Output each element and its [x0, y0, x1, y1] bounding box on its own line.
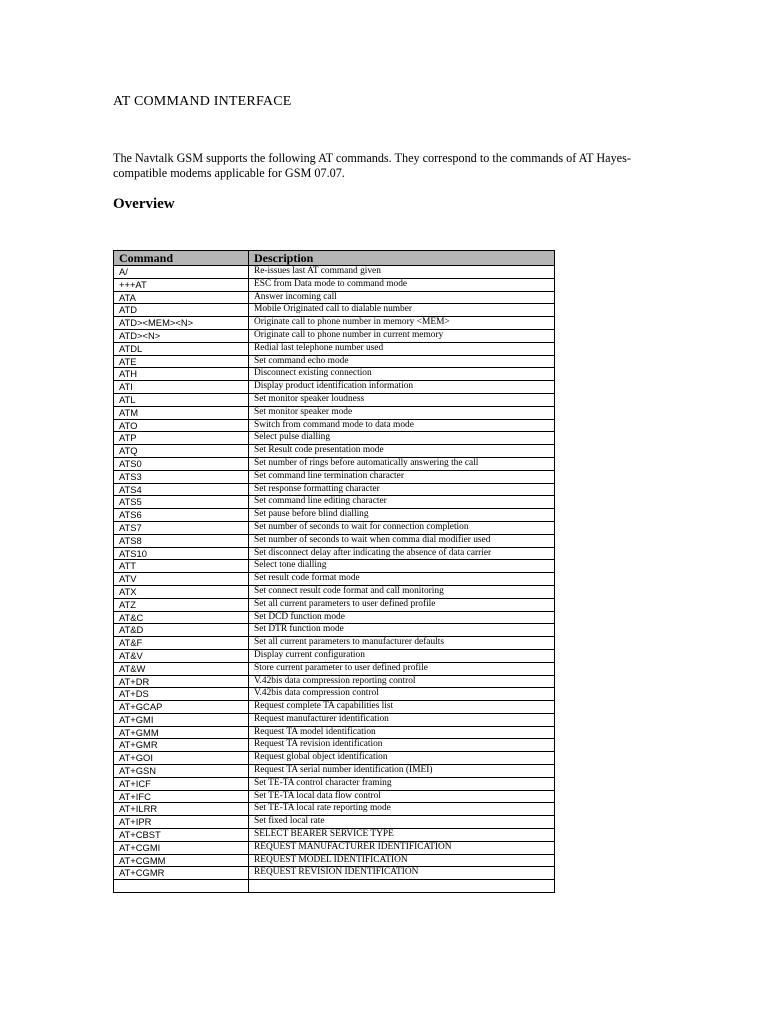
description-cell: Set TE-TA control character framing — [249, 777, 555, 790]
description-cell: SELECT BEARER SERVICE TYPE — [249, 829, 555, 842]
table-row — [114, 701, 555, 714]
table-header — [114, 251, 555, 266]
table-row — [114, 624, 555, 637]
description-cell: Originate call to phone number in current memory — [249, 329, 555, 342]
table-row — [114, 393, 555, 406]
table-row — [114, 777, 555, 790]
description-cell: Select tone dialling — [249, 560, 555, 573]
description-cell: V.42bis data compression reporting control — [249, 675, 555, 688]
description-cell: Request complete TA capabilities list — [249, 701, 555, 714]
description-cell: Set connect result code format and call monitoring — [249, 585, 555, 598]
command-cell: AT+CGMR — [114, 867, 249, 880]
table-row — [114, 278, 555, 291]
command-cell: ATM — [114, 406, 249, 419]
description-cell: Originate call to phone number in memory <MEM> — [249, 317, 555, 330]
intro-paragraph: The Navtalk GSM supports the following AT commands. They correspond to the commands of AT Hayes-compatible modems applicable for GSM 07.07. — [113, 151, 631, 180]
command-cell: AT&F — [114, 637, 249, 650]
table-row — [114, 829, 555, 842]
description-cell: Set DCD function mode — [249, 611, 555, 624]
command-cell: AT+CBST — [114, 829, 249, 842]
table-row — [114, 266, 555, 279]
command-cell: AT+GMI — [114, 713, 249, 726]
table-row — [114, 329, 555, 342]
command-cell: ATP — [114, 432, 249, 445]
command-cell: ATS5 — [114, 496, 249, 509]
table-row — [114, 649, 555, 662]
description-cell: Set Result code presentation mode — [249, 445, 555, 458]
command-cell: ATO — [114, 419, 249, 432]
table-row — [114, 675, 555, 688]
table-row — [114, 342, 555, 355]
table-header-row — [114, 251, 555, 266]
description-cell: REQUEST REVISION IDENTIFICATION — [249, 867, 555, 880]
table-row — [114, 790, 555, 803]
description-cell: Set disconnect delay after indicating the absence of data carrier — [249, 547, 555, 560]
table-row — [114, 765, 555, 778]
table-row — [114, 406, 555, 419]
command-cell: ATA — [114, 291, 249, 304]
command-cell: ATS10 — [114, 547, 249, 560]
table-row — [114, 598, 555, 611]
command-cell: AT&W — [114, 662, 249, 675]
command-cell: ATS3 — [114, 470, 249, 483]
description-cell — [249, 880, 555, 893]
command-cell: ATS6 — [114, 509, 249, 522]
table-row — [114, 419, 555, 432]
description-cell: V.42bis data compression control — [249, 688, 555, 701]
command-cell: A/ — [114, 266, 249, 279]
description-cell: ESC from Data mode to command mode — [249, 278, 555, 291]
table-row — [114, 803, 555, 816]
command-cell: AT+DR — [114, 675, 249, 688]
command-cell: AT+GMM — [114, 726, 249, 739]
description-cell: Set monitor speaker loudness — [249, 393, 555, 406]
table-row — [114, 291, 555, 304]
description-cell: Switch from command mode to data mode — [249, 419, 555, 432]
command-cell: AT+GCAP — [114, 701, 249, 714]
table-row — [114, 713, 555, 726]
command-cell: ATD><MEM><N> — [114, 317, 249, 330]
description-cell: Set number of seconds to wait for connection completion — [249, 521, 555, 534]
command-cell: ATS7 — [114, 521, 249, 534]
command-cell: AT+GSN — [114, 765, 249, 778]
description-cell: Mobile Originated call to dialable number — [249, 304, 555, 317]
command-cell: +++AT — [114, 278, 249, 291]
command-cell: ATD><N> — [114, 329, 249, 342]
description-cell: Set number of seconds to wait when comma dial modifier used — [249, 534, 555, 547]
table-row — [114, 381, 555, 394]
description-cell: Set number of rings before automatically answering the call — [249, 457, 555, 470]
table-row — [114, 509, 555, 522]
table-row — [114, 432, 555, 445]
description-cell: Answer incoming call — [249, 291, 555, 304]
table-row — [114, 496, 555, 509]
command-cell: ATS8 — [114, 534, 249, 547]
description-cell: Set command echo mode — [249, 355, 555, 368]
table-row — [114, 880, 555, 893]
table-row — [114, 521, 555, 534]
command-cell: ATV — [114, 573, 249, 586]
table-row — [114, 662, 555, 675]
table-row — [114, 816, 555, 829]
description-cell: Set response formatting character — [249, 483, 555, 496]
command-cell: ATT — [114, 560, 249, 573]
command-cell: ATQ — [114, 445, 249, 458]
table-row — [114, 854, 555, 867]
table-row — [114, 726, 555, 739]
command-cell: AT+CGMI — [114, 841, 249, 854]
description-cell: Redial last telephone number used — [249, 342, 555, 355]
description-cell: Set command line termination character — [249, 470, 555, 483]
command-cell: ATL — [114, 393, 249, 406]
table-row — [114, 841, 555, 854]
command-cell: ATX — [114, 585, 249, 598]
description-cell: Set command line editing character — [249, 496, 555, 509]
table-row — [114, 611, 555, 624]
command-cell: AT+ILRR — [114, 803, 249, 816]
table-row — [114, 752, 555, 765]
description-cell: Set result code format mode — [249, 573, 555, 586]
command-cell: AT&C — [114, 611, 249, 624]
table-row — [114, 560, 555, 573]
command-cell: AT+GOI — [114, 752, 249, 765]
description-cell: Disconnect existing connection — [249, 368, 555, 381]
table-row — [114, 304, 555, 317]
command-cell: ATD — [114, 304, 249, 317]
command-cell: ATS4 — [114, 483, 249, 496]
description-cell: Request TA revision identification — [249, 739, 555, 752]
description-cell: REQUEST MANUFACTURER IDENTIFICATION — [249, 841, 555, 854]
table-row — [114, 457, 555, 470]
description-cell: Set TE-TA local data flow control — [249, 790, 555, 803]
table-row — [114, 585, 555, 598]
description-cell: Set all current parameters to manufacturer defaults — [249, 637, 555, 650]
table-row — [114, 688, 555, 701]
table-row — [114, 867, 555, 880]
description-cell: Display current configuration — [249, 649, 555, 662]
command-cell: ATI — [114, 381, 249, 394]
description-cell: Set pause before blind dialling — [249, 509, 555, 522]
table-row — [114, 573, 555, 586]
table-row — [114, 637, 555, 650]
table-row — [114, 483, 555, 496]
description-cell: Display product identification information — [249, 381, 555, 394]
table-row — [114, 317, 555, 330]
table-row — [114, 739, 555, 752]
description-cell: Store current parameter to user defined profile — [249, 662, 555, 675]
command-cell: AT+DS — [114, 688, 249, 701]
command-cell: AT+ICF — [114, 777, 249, 790]
document-title: AT COMMAND INTERFACE — [113, 94, 292, 109]
command-cell: AT+IFC — [114, 790, 249, 803]
description-cell: Set TE-TA local rate reporting mode — [249, 803, 555, 816]
description-cell: Select pulse dialling — [249, 432, 555, 445]
column-header-command: Command — [114, 251, 249, 266]
table-row — [114, 547, 555, 560]
table-row — [114, 445, 555, 458]
table-row — [114, 368, 555, 381]
command-cell — [114, 880, 249, 893]
description-cell: Re-issues last AT command given — [249, 266, 555, 279]
table-row — [114, 355, 555, 368]
command-cell: ATS0 — [114, 457, 249, 470]
command-cell: ATE — [114, 355, 249, 368]
description-cell: Set monitor speaker mode — [249, 406, 555, 419]
table-body — [114, 266, 555, 893]
description-cell: Set fixed local rate — [249, 816, 555, 829]
description-cell: Request manufacturer identification — [249, 713, 555, 726]
description-cell: REQUEST MODEL IDENTIFICATION — [249, 854, 555, 867]
command-cell: AT+CGMM — [114, 854, 249, 867]
description-cell: Request TA serial number identification (IMEI) — [249, 765, 555, 778]
column-header-description: Description — [249, 251, 555, 266]
description-cell: Request TA model identification — [249, 726, 555, 739]
command-cell: ATZ — [114, 598, 249, 611]
section-heading-overview: Overview — [113, 196, 175, 212]
command-cell: AT+IPR — [114, 816, 249, 829]
command-cell: ATDL — [114, 342, 249, 355]
command-cell: AT&D — [114, 624, 249, 637]
description-cell: Set all current parameters to user defined profile — [249, 598, 555, 611]
table-row — [114, 534, 555, 547]
command-cell: AT&V — [114, 649, 249, 662]
table-row — [114, 470, 555, 483]
command-cell: ATH — [114, 368, 249, 381]
command-cell: AT+GMR — [114, 739, 249, 752]
description-cell: Set DTR function mode — [249, 624, 555, 637]
description-cell: Request global object identification — [249, 752, 555, 765]
at-command-table — [113, 250, 555, 893]
